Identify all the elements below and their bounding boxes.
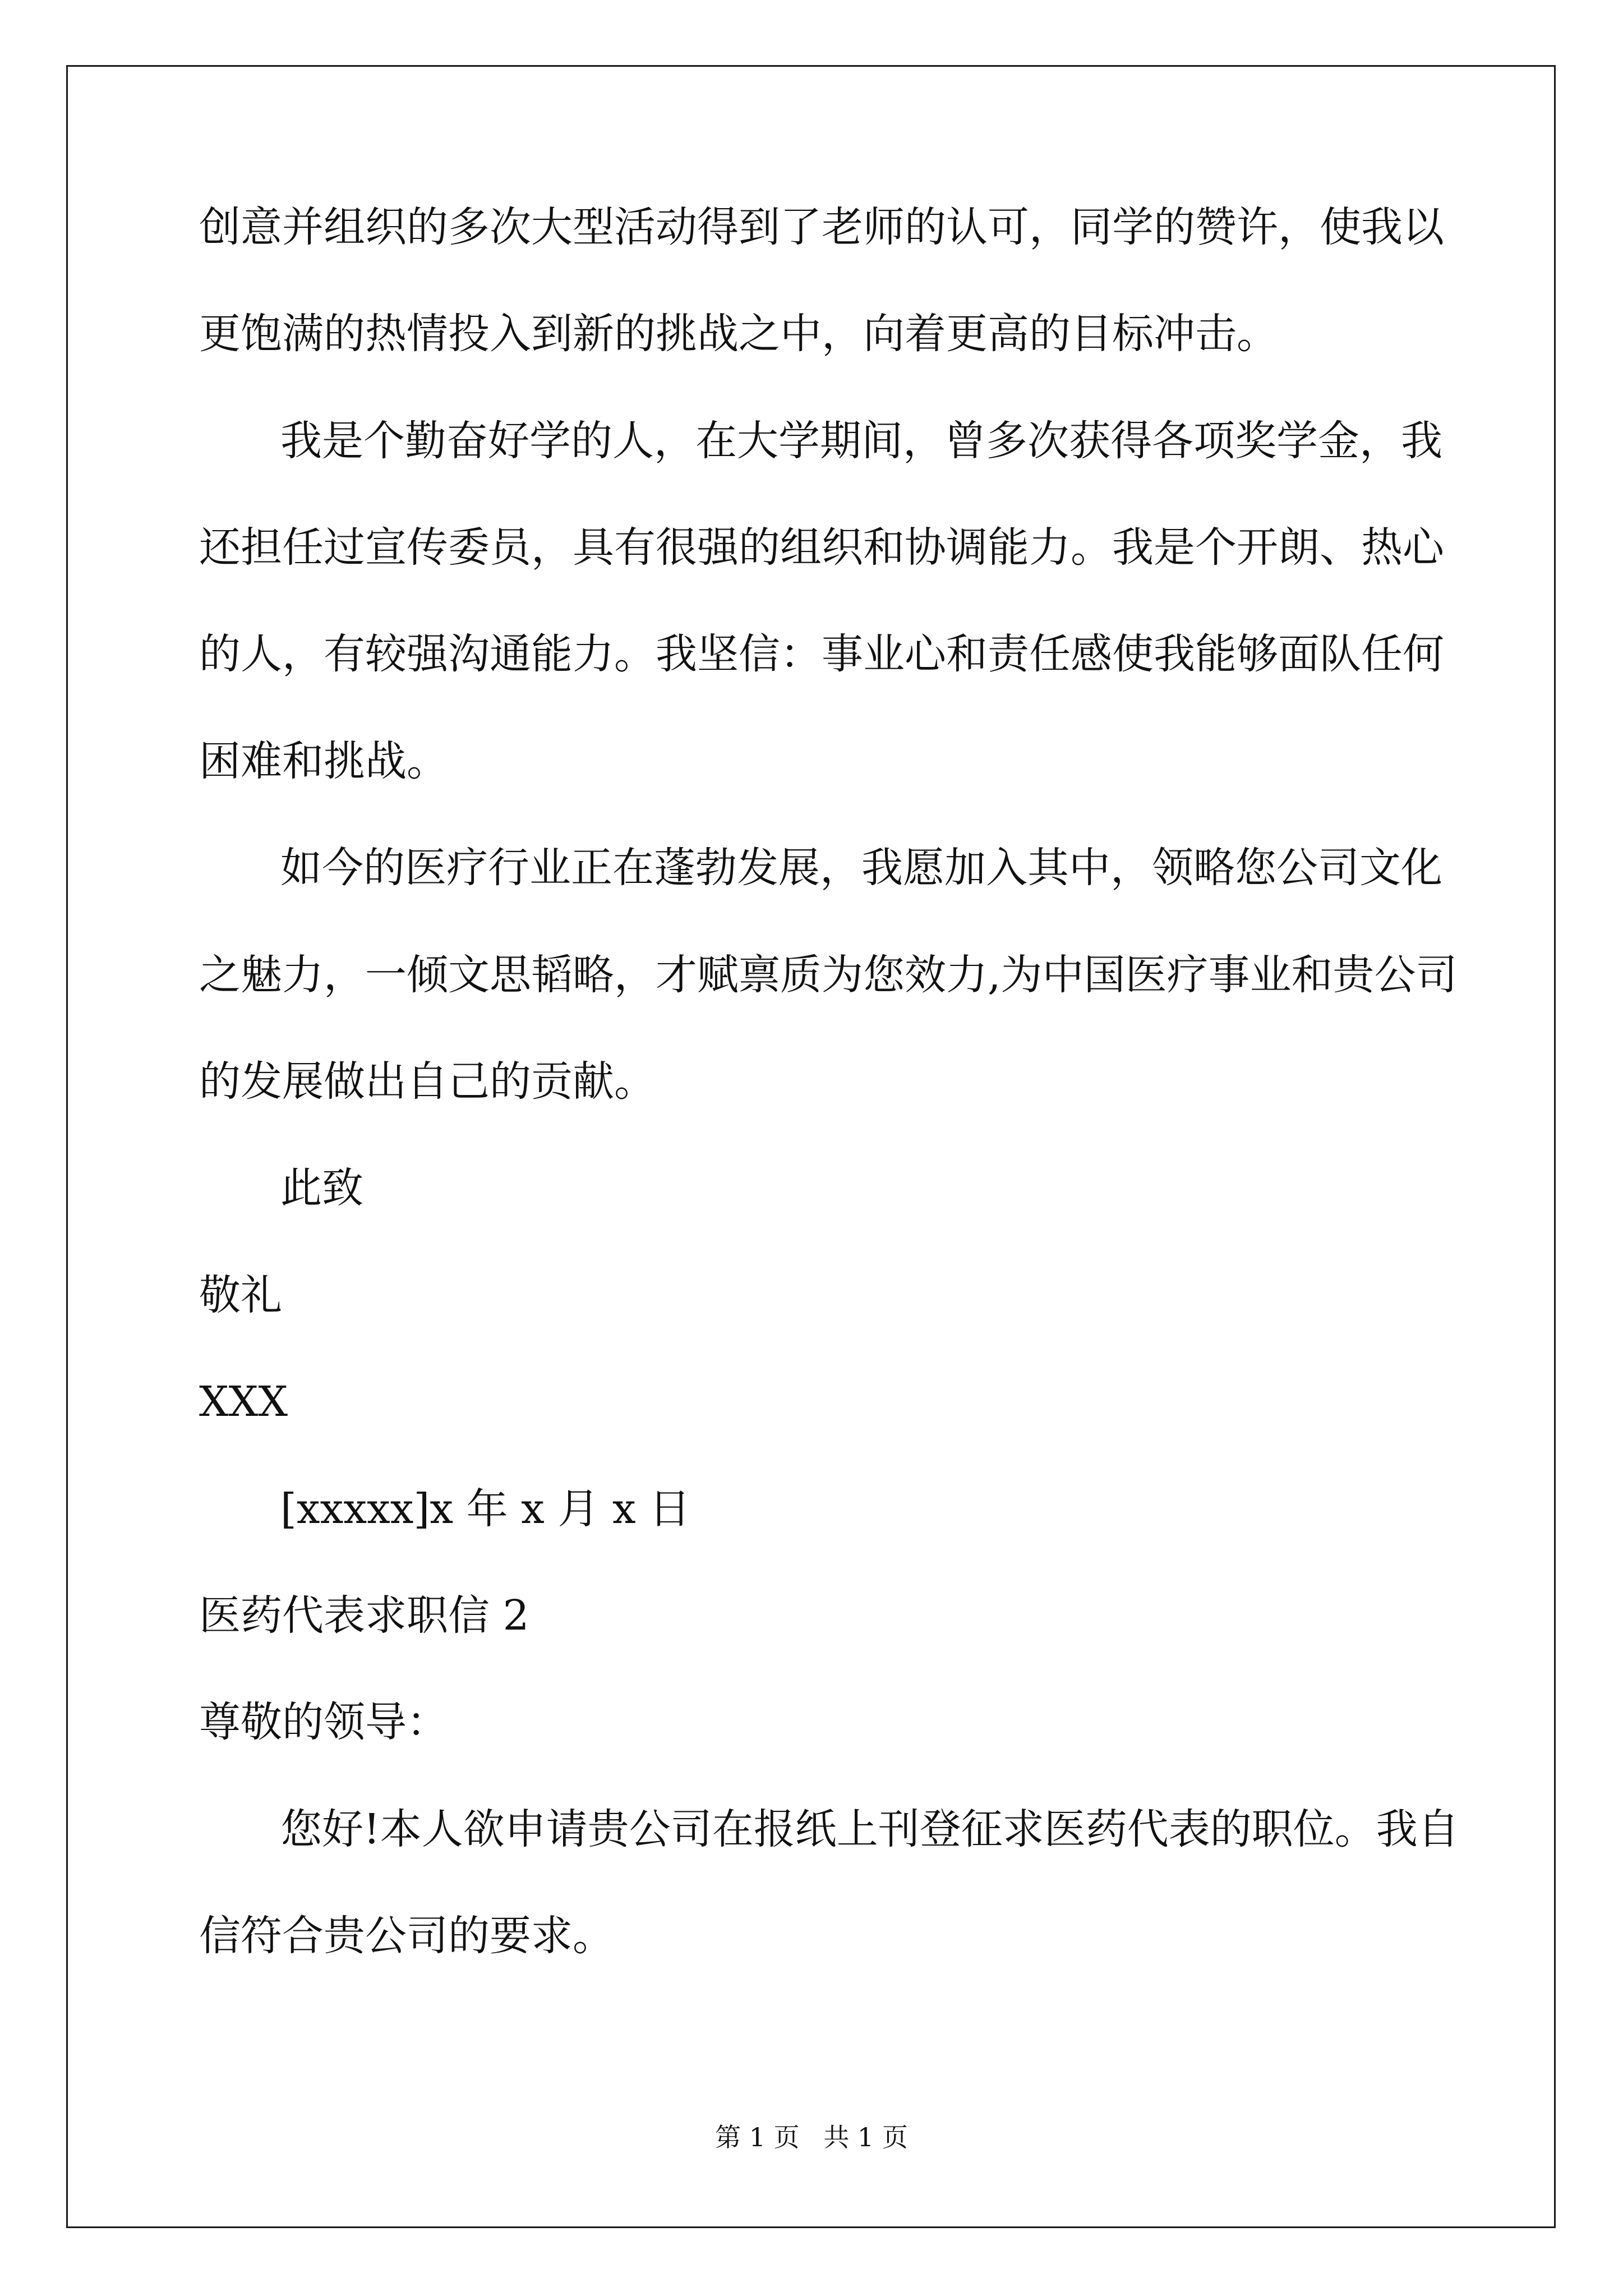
- closing-regards: 敬礼: [199, 1271, 282, 1319]
- closing-salutation: 此致: [280, 1164, 363, 1212]
- current-page-label: 第 1 页: [715, 2122, 800, 2152]
- body-line: 如今的医疗行业正在蓬勃发展，我愿加入其中，领略您公司文化: [280, 844, 1442, 892]
- body-line: 更饱满的热情投入到新的挑战之中，向着更高的目标冲击。: [199, 310, 1278, 358]
- greeting: 尊敬的领导：: [199, 1698, 448, 1746]
- body-line: 创意并组织的多次大型活动得到了老师的认可，同学的赞许，使我以: [199, 203, 1444, 251]
- body-line: 还担任过宣传委员，具有很强的组织和协调能力。我是个开朗、热心: [199, 523, 1444, 572]
- total-pages-label: 共 1 页: [823, 2122, 908, 2152]
- section-title: 医药代表求职信 2: [199, 1591, 529, 1640]
- signature-name: XXX: [199, 1378, 288, 1426]
- page-footer: [0, 2122, 1623, 2153]
- body-line: 之魅力，一倾文思韬略，才赋禀质为您效力,为中国医疗事业和贵公司: [199, 951, 1458, 999]
- body-line: 我是个勤奋好学的人，在大学期间，曾多次获得各项奖学金，我: [280, 417, 1442, 465]
- body-line: 信符合贵公司的要求。: [199, 1912, 614, 1960]
- body-line: 的发展做出自己的贡献。: [199, 1057, 656, 1106]
- body-line: 的人，有较强沟通能力。我坚信：事业心和责任感使我能够面队任何: [199, 630, 1444, 678]
- signature-date: [xxxxx]x 年 x 月 x 日: [280, 1485, 691, 1533]
- page-border: [66, 65, 1556, 2228]
- body-line: 您好!本人欲申请贵公司在报纸上刊登征求医药代表的职位。我自: [280, 1805, 1459, 1853]
- body-line: 困难和挑战。: [199, 737, 448, 785]
